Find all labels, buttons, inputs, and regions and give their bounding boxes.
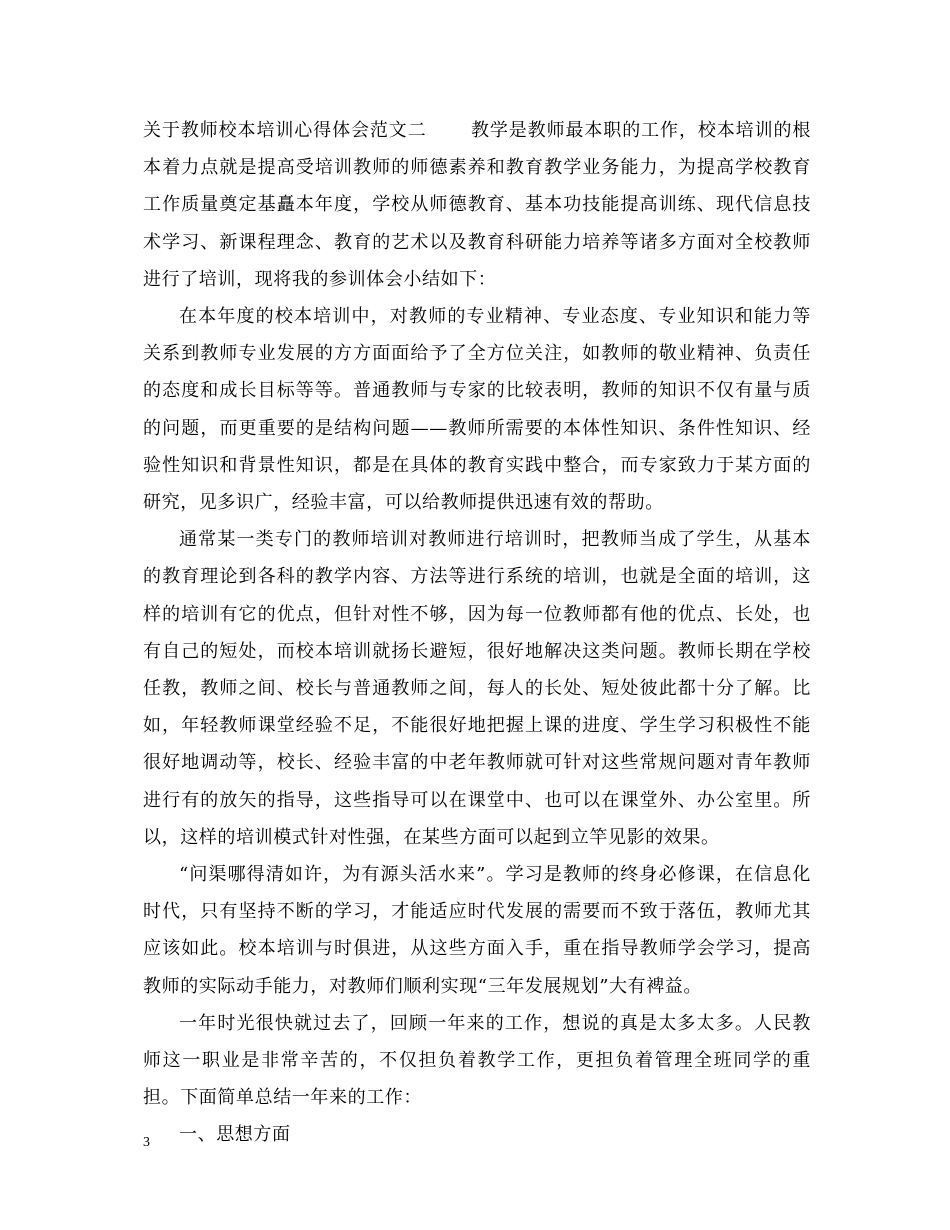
paragraph-4: “问渠哪得清如许，为有源头活水来”。学习是教师的终身必修课，在信息化时代，只有坚持不断的学习，才能适应时代发展的需要而不致于落伍，教师尤其应该如此。校本培训与时俱进，从这些方面入手，重在指导教师学会学习，提高教师的实际动手能力，对教师们顺利实现“三年发展规划”大有裨益。 <box>143 864 811 997</box>
document-body <box>143 112 811 1154</box>
section-heading-thought: 一、思想方面 <box>179 1124 291 1146</box>
page-number: 3 <box>143 1135 150 1150</box>
paragraph-3: 通常某一类专门的教师培训对教师进行培训时，把教师当成了学生，从基本的教育理论到各科的教学内容、方法等进行系统的培训，也就是全面的培训，这样的培训有它的优点，但针对性不够，因为每一位教师都有他的优点、长处，也有自己的短处，而校本培训就扬长避短，很好地解决这类问题。教师长期在学校任教，教师之间、校长与普通教师之间，每人的长处、短处彼此都十分了解。比如，年轻教师课堂经验不足，不能很好地把握上课的进度、学生学习积极性不能很好地调动等，校长、经验丰富的中老年教师就可针对这些常规问题对青年教师进行有的放矢的指导，这些指导可以在课堂中、也可以在课堂外、办公室里。所以，这样的培训模式针对性强，在某些方面可以起到立竿见影的效果。 <box>143 529 811 848</box>
paragraph-5: 一年时光很快就过去了，回顾一年来的工作，想说的真是太多太多。人民教师这一职业是非常辛苦的，不仅担负着教学工作，更担负着管理全班同学的重担。下面简单总结一年来的工作： <box>143 1012 811 1109</box>
intro-paragraph <box>143 112 811 298</box>
document-title: 关于教师校本培训心得体会范文二 <box>143 120 427 141</box>
paragraph-1-text: 教学是教师最本职的工作，校本培训的根本着力点就是提高受培训教师的师德素养和教育教学业务能力，为提高学校教育工作质量奠定基矗本年度，学校从师德教育、基本功技能提高训练、现代信息技术学习、新课程理念、教育的艺术以及教育科研能力培养等诸多方面对全校教师进行了培训，现将我的参训体会小结如下： <box>143 120 811 290</box>
paragraph-2: 在本年度的校本培训中，对教师的专业精神、专业态度、专业知识和能力等关系到教师专业发展的方方面面给予了全方位关注，如教师的敬业精神、负责任的态度和成长目标等等。普通教师与专家的比较表明，教师的知识不仅有量与质的问题，而更重要的是结构问题——教师所需要的本体性知识、条件性知识、经验性知识和背景性知识，都是在具体的教育实践中整合，而专家致力于某方面的研究，见多识广，经验丰富，可以给教师提供迅速有效的帮助。 <box>143 306 811 514</box>
